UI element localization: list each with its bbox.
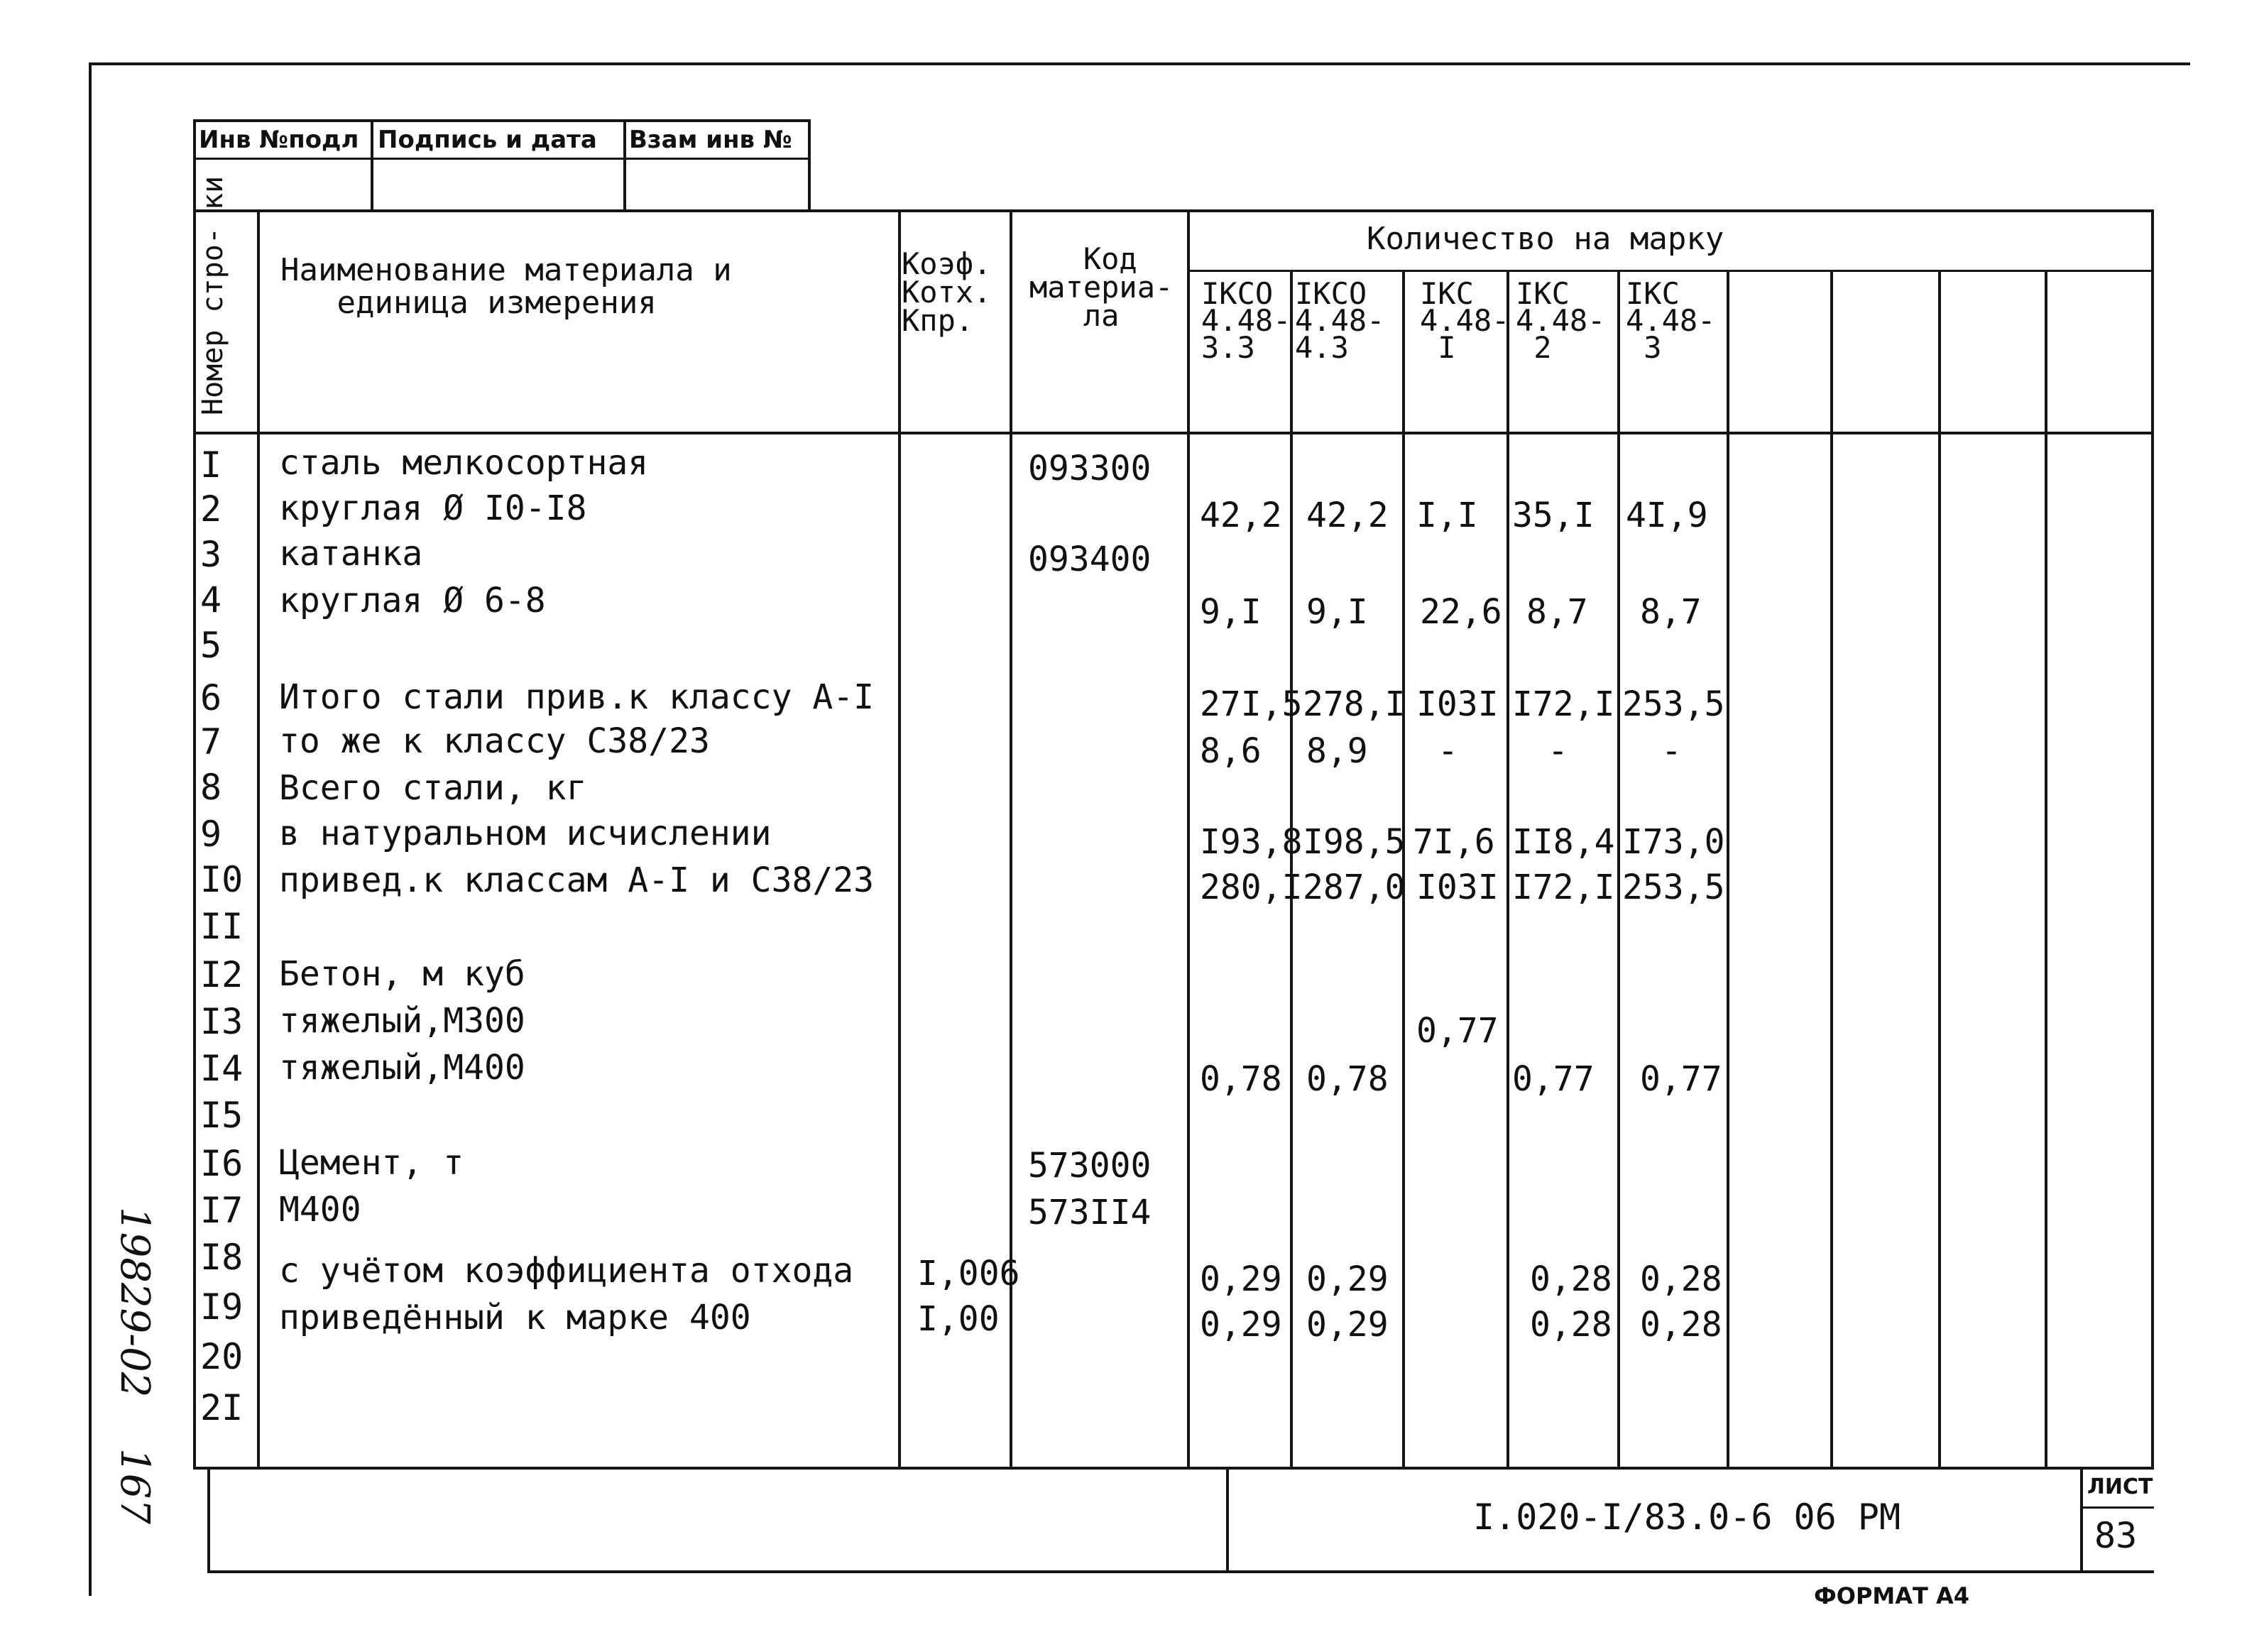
header-coefficient: Коэф. Котх. Кпр. <box>902 246 992 338</box>
qty-cell: 0,77 <box>1512 1059 1595 1099</box>
qty-cell: 7I,6 <box>1413 822 1495 862</box>
qty-cell: 42,2 <box>1306 496 1389 535</box>
qty-cell: 9,I <box>1200 592 1262 632</box>
header-mark-5: IKC 4.48- 3 <box>1626 276 1716 365</box>
row-number: 5 <box>200 625 222 666</box>
qty-cell: 27I,5 <box>1200 684 1303 724</box>
stamp-signature-date: Подпись и дата <box>378 126 597 154</box>
margin-number: 167 <box>111 1448 158 1524</box>
material-name: катанка <box>279 534 423 574</box>
header-material-name: Наименование материала и единица измерения <box>280 252 732 321</box>
qty-cell: I,I <box>1416 496 1478 535</box>
qty-cell: 280,I <box>1200 868 1303 907</box>
row-number: 8 <box>200 767 222 808</box>
material-name: тяжелый,М300 <box>279 1001 525 1041</box>
header-mark-4: IKC 4.48- 2 <box>1516 276 1606 365</box>
row-number: I0 <box>200 859 244 900</box>
qty-cell: 253,5 <box>1622 684 1725 724</box>
row-number: I <box>200 444 222 486</box>
header-mark-2: IKCO 4.48- 4.3 <box>1295 276 1385 365</box>
material-name: круглая Ø I0-I8 <box>279 488 587 528</box>
format-label: ФОРМАТ А4 <box>1814 1582 1969 1609</box>
row-number: 4 <box>200 579 222 620</box>
qty-cell: 0,29 <box>1200 1305 1282 1345</box>
qty-cell: 0,28 <box>1530 1259 1612 1299</box>
qty-cell: 0,29 <box>1306 1259 1389 1299</box>
header-quantity-title: Количество на марку <box>1367 221 1724 257</box>
qty-cell: 278,I <box>1303 684 1406 724</box>
qty-cell: I03I <box>1416 868 1499 907</box>
qty-cell: 0,28 <box>1640 1305 1722 1345</box>
material-name: сталь мелкосортная <box>279 443 649 483</box>
row-number: 2I <box>200 1387 244 1428</box>
qty-cell: 0,78 <box>1306 1059 1389 1099</box>
material-name: Бетон, м куб <box>279 954 525 994</box>
row-number: 3 <box>200 534 222 575</box>
material-name: Всего стали, кг <box>279 768 587 808</box>
row-number: 2 <box>200 488 222 530</box>
row-number: 7 <box>200 721 222 762</box>
qty-cell: 0,29 <box>1306 1305 1389 1345</box>
qty-cell: I98,5 <box>1303 822 1406 862</box>
material-name: Итого стали прив.к классу А-I <box>279 677 875 717</box>
row-number: I3 <box>200 1001 244 1042</box>
qty-cell: 287,0 <box>1303 868 1406 907</box>
row-number: I4 <box>200 1048 244 1089</box>
qty-cell: 0,77 <box>1416 1011 1499 1051</box>
row-number: 9 <box>200 814 222 855</box>
material-code: 093400 <box>1028 540 1152 579</box>
row-number: I9 <box>200 1286 244 1328</box>
margin-note: 19829-02 <box>111 1207 158 1398</box>
row-number: 6 <box>200 677 222 718</box>
sheet-label: ЛИСТ <box>2087 1475 2153 1499</box>
row-number: I5 <box>200 1095 244 1136</box>
material-name: круглая Ø 6-8 <box>279 581 546 620</box>
qty-cell: 0,28 <box>1640 1259 1722 1299</box>
qty-cell: 0,77 <box>1640 1059 1722 1099</box>
frame-top-line <box>89 62 2190 65</box>
qty-cell: 8,7 <box>1640 592 1702 632</box>
material-code: 093300 <box>1028 449 1152 488</box>
qty-cell: I72,I <box>1512 868 1615 907</box>
sheet-number: 83 <box>2094 1515 2138 1556</box>
header-material-code: Код материа- ла <box>1029 241 1174 333</box>
row-number: I2 <box>200 954 244 995</box>
material-code: 573II4 <box>1028 1193 1152 1232</box>
document-code: I.020-I/83.0-6 06 РМ <box>1473 1497 1901 1538</box>
qty-cell: 22,6 <box>1420 592 1502 632</box>
material-name: приведённый к марке 400 <box>279 1298 751 1338</box>
material-name: привед.к классам А-I и С38/23 <box>279 860 875 900</box>
material-name: Цемент, т <box>279 1143 464 1183</box>
qty-cell: 0,29 <box>1200 1259 1282 1299</box>
stamp-replace-inv: Взам инв № <box>629 126 792 154</box>
stamp-inv-no: Инв №подл <box>199 126 359 154</box>
qty-cell: I03I <box>1416 684 1499 724</box>
qty-cell: 8,7 <box>1526 592 1588 632</box>
material-name: М400 <box>279 1190 361 1230</box>
qty-cell: I73,0 <box>1622 822 1725 862</box>
coef-value: I,00 <box>917 1299 1000 1339</box>
qty-cell: 42,2 <box>1200 496 1282 535</box>
header-row-number: Номер стро- ки <box>197 175 229 415</box>
row-number: I6 <box>200 1143 244 1184</box>
qty-cell: 35,I <box>1512 496 1595 535</box>
qty-cell: - <box>1661 731 1682 771</box>
material-name: тяжелый,М400 <box>279 1048 525 1088</box>
row-number: II <box>200 906 244 947</box>
header-mark-1: IKCO 4.48- 3.3 <box>1201 276 1291 365</box>
coef-value: I,006 <box>917 1254 1020 1293</box>
qty-cell: 253,5 <box>1622 868 1725 907</box>
qty-cell: 4I,9 <box>1626 496 1708 535</box>
frame-left-line <box>89 62 92 1596</box>
qty-cell: - <box>1438 731 1458 771</box>
material-code: 573000 <box>1028 1146 1152 1186</box>
qty-cell: - <box>1548 731 1568 771</box>
material-name: с учётом коэффициента отхода <box>279 1251 854 1291</box>
qty-cell: 9,I <box>1306 592 1368 632</box>
material-name: то же к классу С38/23 <box>279 721 710 761</box>
material-name: в натуральном исчислении <box>279 814 772 853</box>
row-number: 20 <box>200 1336 244 1377</box>
qty-cell: 8,9 <box>1306 731 1368 771</box>
row-number: I7 <box>200 1190 244 1231</box>
qty-cell: 0,28 <box>1530 1305 1612 1345</box>
qty-cell: I72,I <box>1512 684 1615 724</box>
qty-cell: II8,4 <box>1512 822 1615 862</box>
row-number: I8 <box>200 1237 244 1278</box>
header-mark-3: IKC 4.48- I <box>1420 276 1510 365</box>
qty-cell: 8,6 <box>1200 731 1262 771</box>
qty-cell: I93,8 <box>1200 822 1303 862</box>
qty-cell: 0,78 <box>1200 1059 1282 1099</box>
